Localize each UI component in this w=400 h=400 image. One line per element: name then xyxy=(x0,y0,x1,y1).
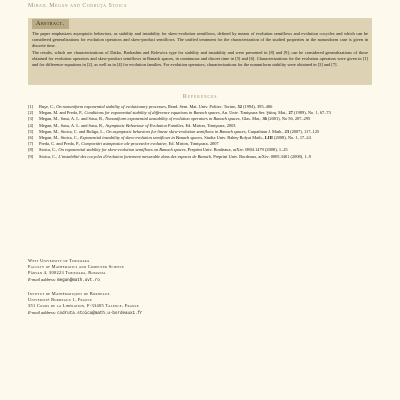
abstract-title: Abstract. xyxy=(32,19,69,29)
email-line xyxy=(28,310,268,317)
references-heading: References xyxy=(182,93,218,100)
email-label: E-mail address: xyxy=(28,309,57,315)
abstract-box xyxy=(28,18,372,85)
reference-number: [2] xyxy=(28,110,34,116)
address-line: 351 Cours de la Libération, F-33405 Talence, France xyxy=(28,303,140,309)
address-line: Faculty of Mathematics and Computer Science xyxy=(28,264,125,270)
email-link[interactable]: megan@math.uvt.ro xyxy=(57,278,100,283)
author-address-1 xyxy=(28,258,268,284)
author-address-2 xyxy=(28,291,268,317)
reference-list xyxy=(28,104,372,160)
reference-text: Stoica, C., On exponential stability for skew-evolution semiflows on Banach spaces, Preprint Univ. Bordeaux, arXiv: 0804.1479 (2008), 1–25 xyxy=(39,147,288,153)
abstract-text xyxy=(32,31,368,68)
reference-number: [8] xyxy=(28,147,34,153)
reference-number: [9] xyxy=(28,153,34,159)
reference-number: [1] xyxy=(28,104,34,109)
reference-text: Megan, M., Stoica, C., Exponential instability of skew-evolution semiflows in Banach spaces, Studia Univ. Babeş-Bolyai Math., LIII (2008), No. 1, 17–24 xyxy=(39,135,311,141)
reference-text: Megan, M. and Preda, P., Conditions for exponential stability of difference equations in Banach spaces, An. Univ. Timişoara Ser. Ştiinţ. Mat., 27 (1989), No. 1, 67–73 xyxy=(39,110,331,116)
reference-text: Stoica, C., L'instabilité des cocycles d'évolution fortement mesurable dans des espaces de Banach, Preprint Univ. Bordeaux, arXiv: 0805.3401 (2008), 1–9 xyxy=(39,153,311,159)
page-header-authors: Mihail Megan and Codruţa Stoica xyxy=(28,3,127,9)
email-label: E-mail address: xyxy=(28,276,57,282)
reference-text: Buşe, C., On nonuniform exponential stability of evolutionary processes, Rend. Sem. Mat. Univ. Politec. Torino, 52 (1994), 395–406 xyxy=(39,104,273,109)
address-line: Pârvan 4, 300223 Timişoara, Romania xyxy=(28,270,106,276)
abstract-paragraph-1: The paper emphasizes asymptotic behaviors, as stability and instability for skew-evolution semiflows, defined by means of evolution semiflows and evolution cocycles and which can be considered generalizations for evolution operators and skew-product semiflows. The unified treatment for the characterization of the studied properties in the nonuniform case is given in discrete time. xyxy=(32,31,368,49)
abstract-paragraph-2: The results, which are characterizations of Datko, Barbashin and Rolewicz type for stability and instability and were presented in [8] and [9], can be considered generalizations of those obtained for evolution operators and skew-product semiflows in Banach spaces, in continuous and discret time in [5] and [6]. Characterizations for the evolution operators were given in [1] and for difference equations in [2], as well as in [4] for evolution families. For evolution operators, characterizations for the nonuniform stability were obtained in [3] and [7]. xyxy=(32,49,368,68)
reference-item xyxy=(28,154,372,160)
address-line: Institut de Mathématiques de Bordeaux xyxy=(28,291,110,296)
reference-number: [3] xyxy=(28,116,34,122)
reference-number: [4] xyxy=(28,122,34,128)
reference-text: Megan, M., Sasu, A. L. and Sasu, B., Nonuniform exponential unstability of evolution operators in Banach spaces, Glas. Mat., 36 (2001), No 56, 287–295 xyxy=(39,116,311,122)
reference-text: Preda, C. and Preda, P., Comportări asimptotice ale proceselor evolutive, Ed. Mirton, Timişoara, 2007 xyxy=(39,141,219,147)
reference-text: Megan, M., Stoica, C. and Buliga, L., On asymptotic behaviors for linear skew-evolution semiflows in Banach spaces, Carpathian J. Math., 23 (2007), 117–125 xyxy=(39,128,320,134)
reference-text: Megan, M., Sasu, A. L. and Sasu, B., Asymptotic Behaviour of Evolution Families, Ed. Mirton, Timişoara, 2003 xyxy=(39,122,236,128)
reference-number: [5] xyxy=(28,128,34,134)
address-line: Université Bordeaux 1, France xyxy=(28,297,93,303)
address-line: West University of Timişoara xyxy=(28,258,90,263)
reference-number: [7] xyxy=(28,141,34,147)
email-line xyxy=(28,277,268,284)
reference-number: [6] xyxy=(28,135,34,141)
email-link[interactable]: codruta.stoica@math.u-bordeaux1.fr xyxy=(57,311,143,316)
